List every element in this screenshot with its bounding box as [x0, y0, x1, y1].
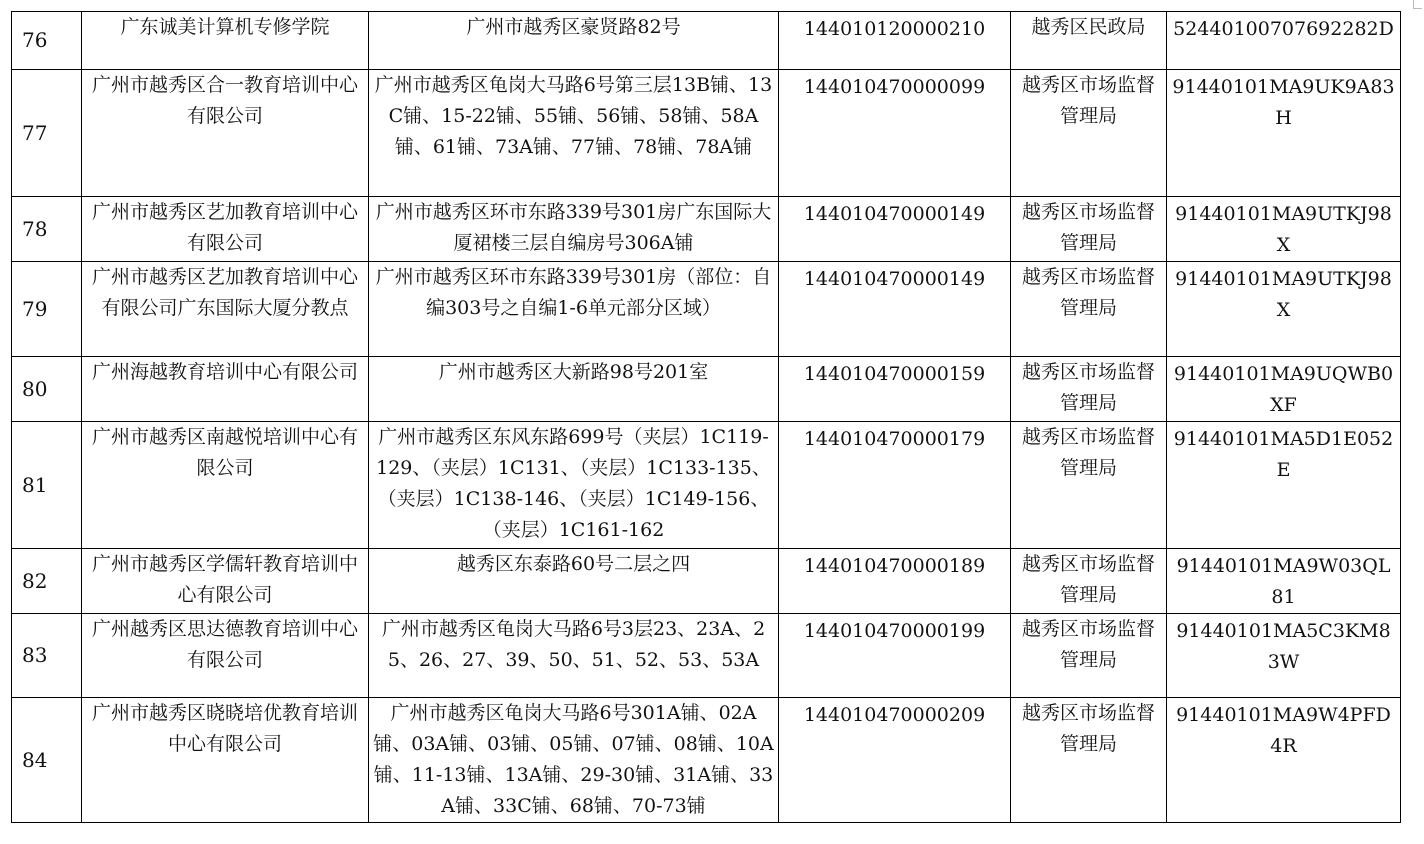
row-number: 83 — [12, 614, 82, 698]
institution-address: 越秀区东泰路60号二层之四 — [369, 549, 779, 614]
table-row — [12, 422, 1401, 549]
institution-name: 广州市越秀区学儒轩教育培训中心有限公司 — [82, 549, 369, 614]
license-number: 144010120000210 — [779, 12, 1011, 70]
institution-name: 广州市越秀区南越悦培训中心有限公司 — [82, 422, 369, 549]
credit-code: 91440101MA5C3KM83W — [1167, 614, 1401, 698]
table-row — [12, 698, 1401, 823]
row-number: 79 — [12, 262, 82, 357]
issuing-authority: 越秀区市场监督管理局 — [1011, 357, 1167, 422]
row-number: 76 — [12, 12, 82, 70]
row-number: 81 — [12, 422, 82, 549]
institution-name: 广东诚美计算机专修学院 — [82, 12, 369, 70]
row-number: 82 — [12, 549, 82, 614]
institution-address: 广州市越秀区龟岗大马路6号第三层13B铺、13C铺、15-22铺、55铺、56铺、58铺、58A铺、61铺、73A铺、77铺、78铺、78A铺 — [369, 70, 779, 197]
license-number: 144010470000149 — [779, 262, 1011, 357]
table-row — [12, 262, 1401, 357]
issuing-authority: 越秀区市场监督管理局 — [1011, 698, 1167, 823]
credit-code: 91440101MA9UTKJ98X — [1167, 197, 1401, 262]
institution-name: 广州市越秀区艺加教育培训中心有限公司广东国际大厦分教点 — [82, 262, 369, 357]
issuing-authority: 越秀区市场监督管理局 — [1011, 549, 1167, 614]
table-row — [12, 549, 1401, 614]
institution-registry-table — [11, 11, 1401, 823]
license-number: 144010470000209 — [779, 698, 1011, 823]
license-number: 144010470000159 — [779, 357, 1011, 422]
issuing-authority: 越秀区民政局 — [1011, 12, 1167, 70]
institution-address: 广州市越秀区环市东路339号301房（部位：自编303号之自编1-6单元部分区域） — [369, 262, 779, 357]
credit-code: 52440100707692282D — [1167, 12, 1401, 70]
credit-code: 91440101MA5D1E052E — [1167, 422, 1401, 549]
issuing-authority: 越秀区市场监督管理局 — [1011, 262, 1167, 357]
credit-code: 91440101MA9UK9A83H — [1167, 70, 1401, 197]
table-row — [12, 70, 1401, 197]
row-number: 84 — [12, 698, 82, 823]
institution-name: 广州越秀区思达德教育培训中心有限公司 — [82, 614, 369, 698]
table-row — [12, 357, 1401, 422]
institution-address: 广州市越秀区东风东路699号（夹层）1C119-129、（夹层）1C131、（夹层）1C133-135、（夹层）1C138-146、（夹层）1C149-156、（夹层）1C161-162 — [369, 422, 779, 549]
row-number: 78 — [12, 197, 82, 262]
institution-address: 广州市越秀区大新路98号201室 — [369, 357, 779, 422]
license-number: 144010470000179 — [779, 422, 1011, 549]
license-number: 144010470000199 — [779, 614, 1011, 698]
credit-code: 91440101MA9W4PFD4R — [1167, 698, 1401, 823]
row-number: 77 — [12, 70, 82, 197]
institution-name: 广州海越教育培训中心有限公司 — [82, 357, 369, 422]
credit-code: 91440101MA9W03QL81 — [1167, 549, 1401, 614]
institution-name: 广州市越秀区晓晓培优教育培训中心有限公司 — [82, 698, 369, 823]
credit-code: 91440101MA9UTKJ98X — [1167, 262, 1401, 357]
license-number: 144010470000099 — [779, 70, 1011, 197]
issuing-authority: 越秀区市场监督管理局 — [1011, 614, 1167, 698]
credit-code: 91440101MA9UQWB0XF — [1167, 357, 1401, 422]
institution-name: 广州市越秀区艺加教育培训中心有限公司 — [82, 197, 369, 262]
license-number: 144010470000189 — [779, 549, 1011, 614]
institution-address: 广州市越秀区龟岗大马路6号301A铺、02A铺、03A铺、03铺、05铺、07铺、08铺、10A铺、11-13铺、13A铺、29-30铺、31A铺、33A铺、33C铺、68铺、70-73铺 — [369, 698, 779, 823]
license-number: 144010470000149 — [779, 197, 1011, 262]
issuing-authority: 越秀区市场监督管理局 — [1011, 197, 1167, 262]
issuing-authority: 越秀区市场监督管理局 — [1011, 422, 1167, 549]
institution-address: 广州市越秀区豪贤路82号 — [369, 12, 779, 70]
issuing-authority: 越秀区市场监督管理局 — [1011, 70, 1167, 197]
row-number: 80 — [12, 357, 82, 422]
table-row — [12, 197, 1401, 262]
institution-address: 广州市越秀区环市东路339号301房广东国际大厦裙楼三层自编房号306A铺 — [369, 197, 779, 262]
page-corner-mark — [1413, 0, 1422, 9]
table-row — [12, 614, 1401, 698]
institution-address: 广州市越秀区龟岗大马路6号3层23、23A、25、26、27、39、50、51、52、53、53A — [369, 614, 779, 698]
table-row — [12, 12, 1401, 70]
institution-name: 广州市越秀区合一教育培训中心有限公司 — [82, 70, 369, 197]
